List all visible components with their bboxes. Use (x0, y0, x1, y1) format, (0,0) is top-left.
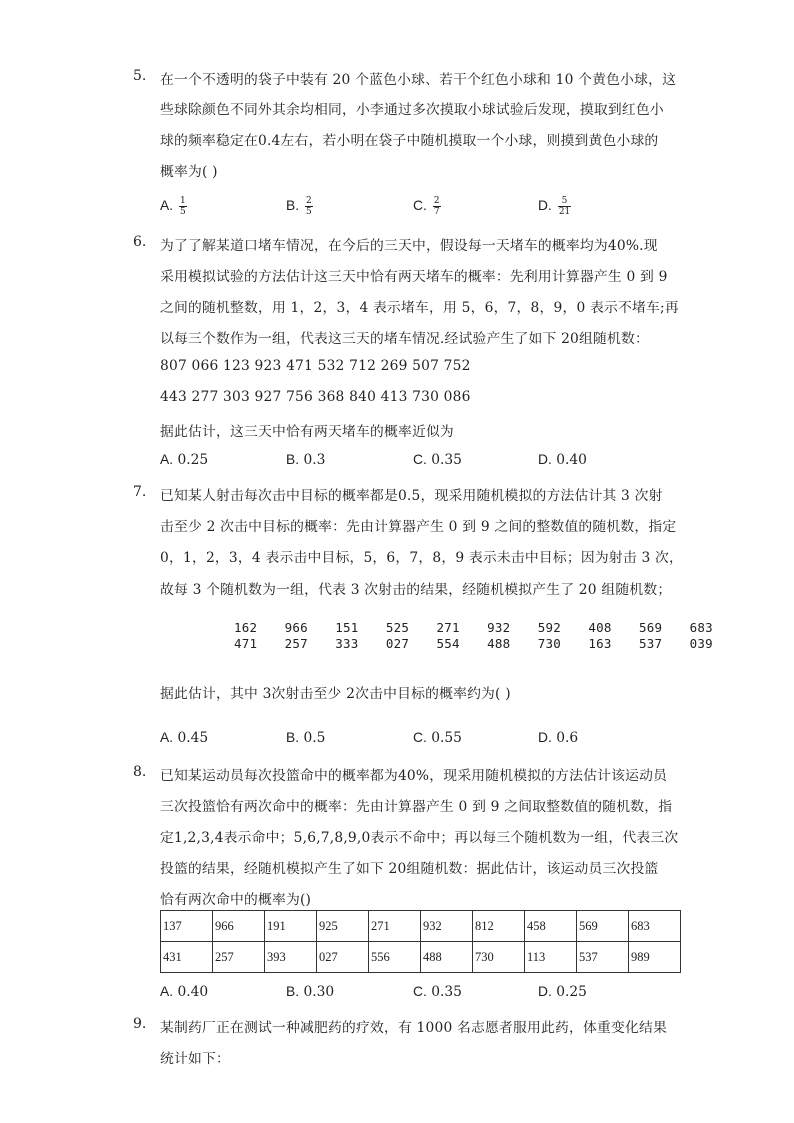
question-number: 7. (133, 484, 147, 500)
table-row (161, 911, 681, 942)
answer-options (160, 984, 680, 1008)
table-cell: 966 (213, 911, 265, 942)
question-text-line: 些球除颜色不同外其余均相同，小李通过多次摸取小球试验后发现，摸取到红色小 (160, 102, 664, 118)
fraction: $\frac{1}{5}$ (180, 196, 186, 217)
answer-options (160, 730, 680, 754)
question-number: 6. (133, 234, 147, 250)
table-cell: 271 (369, 911, 421, 942)
option-b[interactable]: B. $\frac{2}{5}$ (286, 196, 312, 217)
table-cell: 027 (317, 942, 369, 973)
question-number: 9. (133, 1016, 147, 1032)
random-number-row: 162 966 151 525 271 932 592 408 569 683 (234, 620, 713, 635)
option-c[interactable]: C. $\frac{2}{7}$ (413, 196, 440, 217)
answer-options (160, 452, 680, 476)
option-d[interactable]: D. $\frac{5}{21}$ (538, 196, 571, 217)
option-b[interactable]: B. 0.3 (286, 452, 326, 468)
question-text-line: 三次投篮恰有两次命中的概率：先由计算器产生 0 到 9 之间取整数值的随机数，指 (160, 799, 673, 815)
option-c[interactable]: C. 0.35 (413, 984, 462, 1000)
table-cell: 393 (265, 942, 317, 973)
option-a[interactable]: A. 0.40 (160, 984, 209, 1000)
option-c[interactable]: C. 0.35 (413, 452, 462, 468)
random-number-row: 471 257 333 027 554 488 730 163 537 039 (234, 636, 713, 651)
question-text-line: 在一个不透明的袋子中装有 20 个蓝色小球、若干个红色小球和 10 个黄色小球，这 (160, 72, 677, 88)
answer-options (160, 196, 680, 220)
question-text-line: 据此估计，这三天中恰有两天堵车的概率近似为 (160, 424, 454, 440)
fraction: $\frac{5}{21}$ (558, 196, 571, 217)
question-text-line: 已知某人射击每次击中目标的概率都是0.5，现采用随机模拟的方法估计其 3 次射 (160, 488, 663, 504)
option-b[interactable]: B. 0.5 (286, 730, 326, 746)
table-cell: 458 (525, 911, 577, 942)
table-cell: 932 (421, 911, 473, 942)
table-cell: 556 (369, 942, 421, 973)
table-cell: 569 (577, 911, 629, 942)
question-text-line: 某制药厂正在测试一种减肥药的疗效，有 1000 名志愿者服用此药，体重变化结果 (160, 1020, 667, 1036)
random-number-row: 443 277 303 927 756 368 840 413 730 086 (160, 389, 471, 405)
question-text-line: 已知某运动员每次投篮命中的概率都为40%，现采用随机模拟的方法估计该运动员 (160, 768, 668, 784)
table-cell: 488 (421, 942, 473, 973)
table-cell: 683 (629, 911, 681, 942)
table-row (161, 942, 681, 973)
option-a[interactable]: A. 0.45 (160, 730, 209, 746)
table-cell: 191 (265, 911, 317, 942)
question-text-line: 为了了解某道口堵车情况，在今后的三天中，假设每一天堵车的概率均为40%.现 (160, 238, 658, 254)
random-number-row: 807 066 123 923 471 532 712 269 507 752 (160, 358, 471, 374)
fraction: $\frac{2}{7}$ (433, 196, 440, 217)
option-c[interactable]: C. 0.55 (413, 730, 462, 746)
table-cell: 989 (629, 942, 681, 973)
question-number: 5. (133, 68, 147, 84)
table-cell: 431 (161, 942, 213, 973)
question-text-line: 故每 3 个随机数为一组，代表 3 次射击的结果，经随机模拟产生了 20 组随机数； (160, 582, 672, 598)
question-number: 8. (133, 764, 147, 780)
option-b[interactable]: B. 0.30 (286, 984, 335, 1000)
question-text-line: 以每三个数作为一组，代表这三天的堵车情况.经试验产生了如下 20组随机数： (160, 331, 650, 347)
table-cell: 257 (213, 942, 265, 973)
question-text-line: 投篮的结果，经随机模拟产生了如下 20组随机数：据此估计，该运动员三次投篮 (160, 861, 659, 877)
option-a[interactable]: A. $\frac{1}{5}$ (160, 196, 186, 217)
option-a[interactable]: A. 0.25 (160, 452, 209, 468)
option-d[interactable]: D. 0.25 (538, 984, 587, 1000)
table-cell: 537 (577, 942, 629, 973)
question-text-line: 0，1，2，3，4 表示击中目标，5，6，7，8，9 表示未击中目标；因为射击 3 次， (160, 550, 684, 566)
question-text-line: 概率为( ) (160, 164, 218, 180)
random-number-table (160, 910, 681, 973)
question-text-line: 据此估计，其中 3次射击至少 2次击中目标的概率约为( ) (160, 686, 511, 702)
question-text-line: 定1,2,3,4表示命中；5,6,7,8,9,0表示不命中；再以每三个随机数为一组，代表三次 (160, 830, 679, 846)
option-d[interactable]: D. 0.6 (538, 730, 579, 746)
table-cell: 812 (473, 911, 525, 942)
question-text-line: 之间的随机整数，用 1，2，3，4 表示堵车，用 5，6，7，8，9，0 表示不堵车;再 (160, 300, 679, 316)
question-text-line: 球的频率稳定在0.4左右，若小明在袋子中随机摸取一个小球，则摸到黄色小球的 (160, 133, 659, 149)
question-text-line: 击至少 2 次击中目标的概率：先由计算器产生 0 到 9 之间的整数值的随机数，指定 (160, 519, 677, 535)
question-text-line: 统计如下： (160, 1051, 230, 1067)
table-cell: 113 (525, 942, 577, 973)
table-cell: 730 (473, 942, 525, 973)
question-text-line: 恰有两次命中的概率为() (160, 892, 312, 908)
fraction: $\frac{2}{5}$ (306, 196, 312, 217)
option-d[interactable]: D. 0.40 (538, 452, 587, 468)
table-cell: 925 (317, 911, 369, 942)
table-cell: 137 (161, 911, 213, 942)
question-text-line: 采用模拟试验的方法估计这三天中恰有两天堵车的概率：先利用计算器产生 0 到 9 (160, 269, 668, 285)
